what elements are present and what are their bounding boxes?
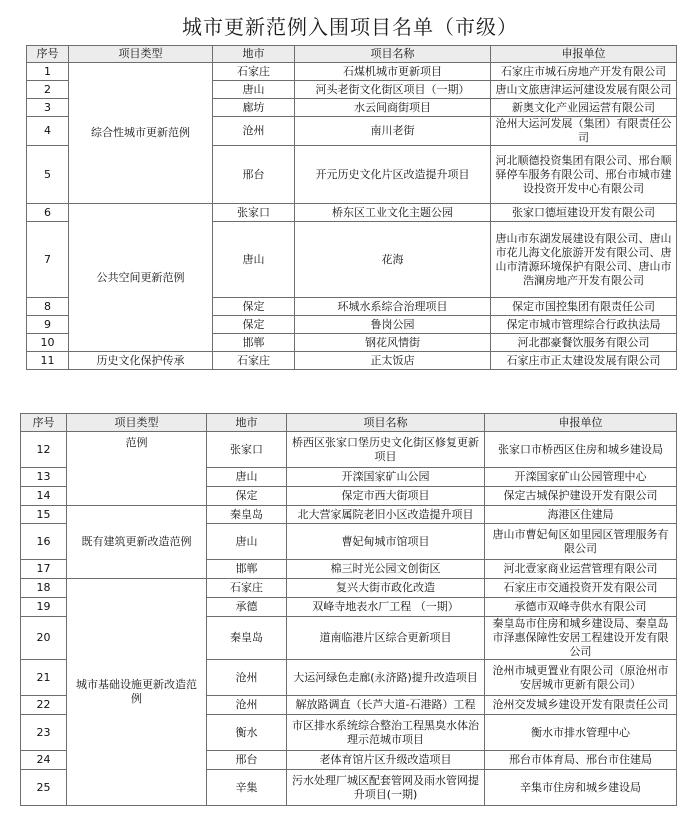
applicant-cell: 辛集市住房和城乡建设局 bbox=[485, 770, 677, 806]
city-cell: 石家庄 bbox=[207, 579, 287, 598]
project-name-cell: 市区排水系统综合整治工程黑臭水体治理示范城市项目 bbox=[287, 715, 485, 751]
table-row bbox=[21, 506, 677, 524]
applicant-cell: 沧州市城更置业有限公司（原沧州市安居城市更新有限公司） bbox=[485, 660, 677, 696]
page-title: 城市更新范例入围项目名单（市级） bbox=[182, 15, 518, 39]
row-number: 15 bbox=[21, 506, 67, 524]
applicant-cell: 保定市国控集团有限责任公司 bbox=[491, 298, 677, 316]
city-cell: 秦皇岛 bbox=[207, 617, 287, 660]
header-project-name: 项目名称 bbox=[295, 46, 491, 63]
applicant-cell: 保定古城保护建设开发有限公司 bbox=[485, 487, 677, 506]
applicant-cell: 石家庄市正太建设发展有限公司 bbox=[491, 352, 677, 370]
table-row bbox=[27, 63, 677, 81]
city-cell: 秦皇岛 bbox=[207, 506, 287, 524]
applicant-cell: 保定市城市管理综合行政执法局 bbox=[491, 316, 677, 334]
project-name-cell: 桥东区工业文化主题公园 bbox=[295, 204, 491, 222]
row-number: 22 bbox=[21, 696, 67, 715]
city-cell: 廊坊 bbox=[213, 99, 295, 117]
row-number: 18 bbox=[21, 579, 67, 598]
applicant-cell: 沧州大运河发展（集团）有限责任公司 bbox=[491, 117, 677, 146]
row-number: 24 bbox=[21, 751, 67, 770]
header-city: 地市 bbox=[207, 414, 287, 432]
city-cell: 石家庄 bbox=[213, 352, 295, 370]
applicant-cell: 承德市双峰寺供水有限公司 bbox=[485, 598, 677, 617]
city-cell: 唐山 bbox=[213, 222, 295, 298]
row-number: 1 bbox=[27, 63, 69, 81]
project-name-cell: 双峰寺地表水厂工程 （一期） bbox=[287, 598, 485, 617]
city-cell: 保定 bbox=[213, 298, 295, 316]
applicant-cell: 唐山市曹妃甸区如里园区管理服务有限公司 bbox=[485, 524, 677, 560]
header-number: 序号 bbox=[27, 46, 69, 63]
city-cell: 张家口 bbox=[207, 432, 287, 468]
city-cell: 辛集 bbox=[207, 770, 287, 806]
table-row bbox=[21, 579, 677, 598]
row-number: 3 bbox=[27, 99, 69, 117]
applicant-cell: 河北顺德投资集团有限公司、邢台顺驿停车服务有限公司、邢台市城市建设投资开发中心有限公司 bbox=[491, 146, 677, 204]
applicant-cell: 张家口德垣建设开发有限公司 bbox=[491, 204, 677, 222]
applicant-cell: 衡水市排水管理中心 bbox=[485, 715, 677, 751]
project-name-cell: 大运河绿色走廊(永济路)提升改造项目 bbox=[287, 660, 485, 696]
project-name-cell: 钢花风情街 bbox=[295, 334, 491, 352]
header-city: 地市 bbox=[213, 46, 295, 63]
row-number: 4 bbox=[27, 117, 69, 146]
city-cell: 邢台 bbox=[213, 146, 295, 204]
city-cell: 沧州 bbox=[213, 117, 295, 146]
project-type-cell: 历史文化保护传承 bbox=[69, 352, 213, 370]
applicant-cell: 新奥文化产业园运营有限公司 bbox=[491, 99, 677, 117]
row-number: 11 bbox=[27, 352, 69, 370]
city-cell: 唐山 bbox=[207, 468, 287, 487]
row-number: 6 bbox=[27, 204, 69, 222]
project-name-cell: 石煤机城市更新项目 bbox=[295, 63, 491, 81]
project-type-cell: 既有建筑更新改造范例 bbox=[67, 506, 207, 579]
project-name-cell: 桥西区张家口堡历史文化街区修复更新项目 bbox=[287, 432, 485, 468]
row-number: 12 bbox=[21, 432, 67, 468]
project-name-cell: 环城水系综合治理项目 bbox=[295, 298, 491, 316]
table-row bbox=[27, 352, 677, 370]
project-type-cell: 城市基础设施更新改造范例 bbox=[67, 579, 207, 806]
project-table-1 bbox=[26, 45, 677, 370]
project-name-cell: 棉三时光公园文创街区 bbox=[287, 560, 485, 579]
row-number: 14 bbox=[21, 487, 67, 506]
row-number: 7 bbox=[27, 222, 69, 298]
project-name-cell: 道南临港片区综合更新项目 bbox=[287, 617, 485, 660]
project-name-cell: 复兴大街市政化改造 bbox=[287, 579, 485, 598]
project-name-cell: 鲁岗公园 bbox=[295, 316, 491, 334]
city-cell: 保定 bbox=[207, 487, 287, 506]
applicant-cell: 海港区住建局 bbox=[485, 506, 677, 524]
project-table-2 bbox=[20, 413, 677, 806]
applicant-cell: 唐山市东湖发展建设有限公司、唐山市花儿海文化旅游开发有限公司、唐山市清源环境保护有限公司、唐山市浩澜房地产开发有限公司 bbox=[491, 222, 677, 298]
header-number: 序号 bbox=[21, 414, 67, 432]
project-type-cell: 范例 bbox=[67, 432, 207, 506]
row-number: 16 bbox=[21, 524, 67, 560]
project-name-cell: 正太饭店 bbox=[295, 352, 491, 370]
project-name-cell: 水云间商街项目 bbox=[295, 99, 491, 117]
project-name-cell: 北大营家属院老旧小区改造提升项目 bbox=[287, 506, 485, 524]
project-name-cell: 南川老街 bbox=[295, 117, 491, 146]
applicant-cell: 秦皇岛市住房和城乡建设局、秦皇岛市泽惠保障性安居工程建设开发有限公司 bbox=[485, 617, 677, 660]
applicant-cell: 邢台市体育局、邢台市住建局 bbox=[485, 751, 677, 770]
city-cell: 石家庄 bbox=[213, 63, 295, 81]
project-name-cell: 污水处理厂城区配套管网及雨水管网提升项目(一期) bbox=[287, 770, 485, 806]
row-number: 25 bbox=[21, 770, 67, 806]
header-project-name: 项目名称 bbox=[287, 414, 485, 432]
applicant-cell: 开滦国家矿山公园管理中心 bbox=[485, 468, 677, 487]
project-type-cell: 综合性城市更新范例 bbox=[69, 63, 213, 204]
project-name-cell: 保定市西大街项目 bbox=[287, 487, 485, 506]
city-cell: 保定 bbox=[213, 316, 295, 334]
table-header-row bbox=[21, 414, 677, 432]
city-cell: 邯郸 bbox=[207, 560, 287, 579]
project-name-cell: 曹妃甸城市馆项目 bbox=[287, 524, 485, 560]
project-name-cell: 河头老街文化街区项目（一期） bbox=[295, 81, 491, 99]
city-cell: 衡水 bbox=[207, 715, 287, 751]
table-row bbox=[21, 432, 677, 468]
city-cell: 邯郸 bbox=[213, 334, 295, 352]
project-name-cell: 开元历史文化片区改造提升项目 bbox=[295, 146, 491, 204]
city-cell: 承德 bbox=[207, 598, 287, 617]
row-number: 19 bbox=[21, 598, 67, 617]
project-name-cell: 解放路调直（长芦大道-石港路）工程 bbox=[287, 696, 485, 715]
city-cell: 张家口 bbox=[213, 204, 295, 222]
applicant-cell: 石家庄市城石房地产开发有限公司 bbox=[491, 63, 677, 81]
project-name-cell: 花海 bbox=[295, 222, 491, 298]
row-number: 21 bbox=[21, 660, 67, 696]
project-type-cell: 公共空间更新范例 bbox=[69, 204, 213, 352]
applicant-cell: 石家庄市交通投资开发有限公司 bbox=[485, 579, 677, 598]
applicant-cell: 张家口市桥西区住房和城乡建设局 bbox=[485, 432, 677, 468]
city-cell: 沧州 bbox=[207, 696, 287, 715]
row-number: 20 bbox=[21, 617, 67, 660]
header-project-type: 项目类型 bbox=[69, 46, 213, 63]
applicant-cell: 唐山文旅唐津运河建设发展有限公司 bbox=[491, 81, 677, 99]
city-cell: 邢台 bbox=[207, 751, 287, 770]
applicant-cell: 沧州交发城乡建设开发有限责任公司 bbox=[485, 696, 677, 715]
row-number: 8 bbox=[27, 298, 69, 316]
table-header-row bbox=[27, 46, 677, 63]
project-name-cell: 老体育馆片区升级改造项目 bbox=[287, 751, 485, 770]
table-row bbox=[27, 204, 677, 222]
row-number: 2 bbox=[27, 81, 69, 99]
row-number: 9 bbox=[27, 316, 69, 334]
header-applicant: 申报单位 bbox=[491, 46, 677, 63]
applicant-cell: 河北壹家商业运营管理有限公司 bbox=[485, 560, 677, 579]
row-number: 10 bbox=[27, 334, 69, 352]
city-cell: 沧州 bbox=[207, 660, 287, 696]
row-number: 13 bbox=[21, 468, 67, 487]
city-cell: 唐山 bbox=[213, 81, 295, 99]
row-number: 5 bbox=[27, 146, 69, 204]
header-applicant: 申报单位 bbox=[485, 414, 677, 432]
project-name-cell: 开滦国家矿山公园 bbox=[287, 468, 485, 487]
city-cell: 唐山 bbox=[207, 524, 287, 560]
header-project-type: 项目类型 bbox=[67, 414, 207, 432]
row-number: 23 bbox=[21, 715, 67, 751]
row-number: 17 bbox=[21, 560, 67, 579]
applicant-cell: 河北郡豪餐饮服务有限公司 bbox=[491, 334, 677, 352]
